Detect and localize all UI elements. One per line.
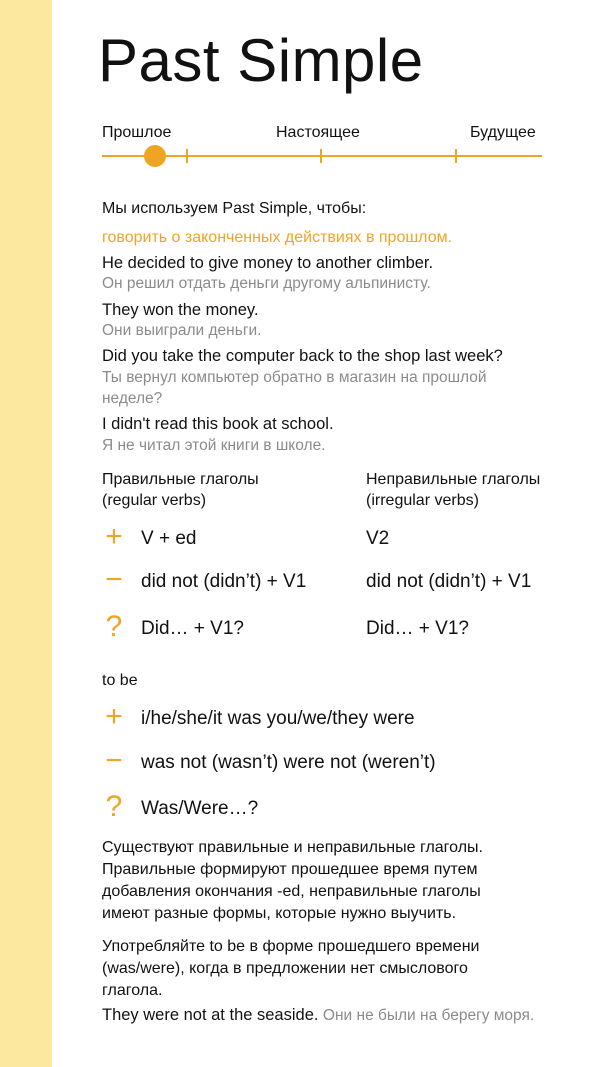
timeline-tick [186, 149, 188, 163]
example-ru: Ты вернул компьютер обратно в магазин на прошлой [102, 369, 487, 386]
irregular-heading: Неправильные глаголы [366, 471, 541, 488]
note-line: добавления окончания -ed, неправильные глаголы [102, 883, 481, 900]
to-be-negative: was not (wasn’t) were not (weren’t) [141, 752, 436, 773]
note-line: Существуют правильные и неправильные глаголы. [102, 839, 483, 856]
to-be-question: Was/Were…? [141, 798, 259, 819]
irregular-affirmative: V2 [366, 528, 390, 549]
example-en: Did you take the computer back to the shop last week? [102, 347, 503, 365]
irregular-question: Did… + V1? [366, 618, 469, 639]
timeline-future-label: Будущее [470, 124, 536, 141]
regular-question: Did… + V1? [141, 618, 244, 639]
example-ru: Они выиграли деньги. [102, 322, 262, 339]
question-icon: ? [105, 790, 123, 823]
irregular-subheading: (irregular verbs) [366, 492, 479, 509]
question-icon: ? [105, 610, 123, 643]
timeline-marker [144, 145, 166, 167]
plus-icon: + [105, 520, 123, 553]
plus-icon: + [105, 700, 123, 733]
example-en: He decided to give money to another climber. [102, 254, 434, 272]
note-line: Употребляйте to be в форме прошедшего времени [102, 938, 480, 955]
intro-text: Мы используем Past Simple, чтобы: [102, 200, 367, 217]
usage-text: говорить о законченных действиях в прошлом. [102, 229, 453, 246]
example-en: They won the money. [102, 301, 259, 319]
page-title: Past Simple [98, 27, 424, 94]
regular-affirmative: V + ed [141, 528, 197, 549]
timeline-tick [455, 149, 457, 163]
regular-heading: Правильные глаголы [102, 471, 259, 488]
example-en: I didn't read this book at school. [102, 415, 334, 433]
timeline-tick [320, 149, 322, 163]
left-stripe [0, 0, 52, 1067]
note-line: глагола. [102, 982, 163, 999]
minus-icon: − [105, 744, 123, 777]
final-example-ru: Они не были на берегу моря. [322, 1007, 535, 1024]
to-be-affirmative: i/he/she/it was you/we/they were [141, 708, 415, 729]
regular-subheading: (regular verbs) [102, 492, 207, 509]
final-example [102, 1004, 534, 1027]
note-line: имеют разные формы, которые нужно выучить. [102, 905, 457, 922]
timeline-line [102, 155, 542, 157]
note-line: Правильные формируют прошедшее время путем [102, 861, 478, 878]
example-ru: Он решил отдать деньги другому альпинисту. [102, 275, 431, 292]
note-line: (was/were), когда в предложении нет смыслового [102, 960, 468, 977]
irregular-negative: did not (didn’t) + V1 [366, 571, 532, 592]
minus-icon: − [105, 563, 123, 596]
timeline-past-label: Прошлое [102, 124, 172, 141]
timeline-present-label: Настоящее [276, 124, 360, 141]
to-be-label: to be [102, 672, 138, 689]
example-ru: Я не читал этой книги в школе. [102, 437, 326, 454]
regular-negative: did not (didn’t) + V1 [141, 571, 307, 592]
final-example-en: They were not at the seaside. [102, 1006, 319, 1024]
example-ru: неделе? [102, 390, 163, 407]
